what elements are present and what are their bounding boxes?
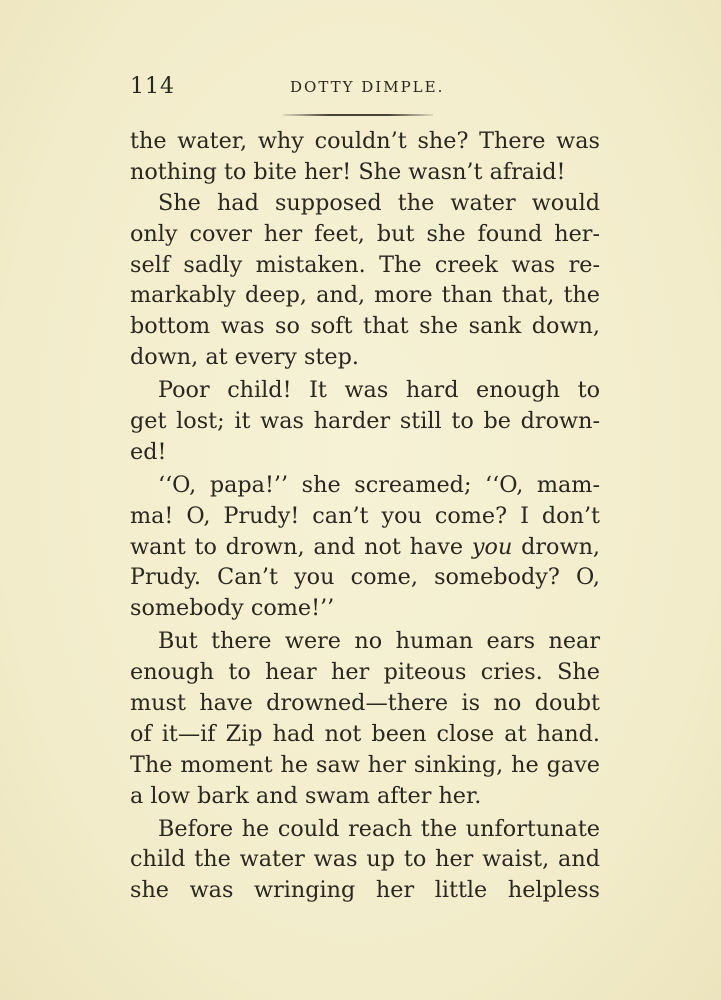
text-line: of it—if Zip had not been close at hand. [130, 720, 600, 747]
text-line: child the water was up to her waist, and [130, 846, 600, 873]
text-line: down, at every step. [130, 344, 359, 371]
text-line: Prudy. Can’t you come, somebody? O, [130, 564, 600, 591]
text-line [130, 532, 600, 563]
text-line: Poor child! It was hard enough to [158, 377, 600, 404]
text-line: ‘‘O, papa!’’ she screamed; ‘‘O, mam- [158, 471, 600, 498]
text-line: ed! [130, 438, 167, 465]
body-text [130, 126, 600, 906]
running-title: DOTTY DIMPLE. [290, 78, 445, 96]
text-line: Before he could reach the unfortunate [158, 815, 600, 842]
header-rule [283, 114, 433, 116]
text-line: ma! O, Prudy! can’t you come? I don’t [130, 502, 600, 529]
text-line: self sadly mistaken. The creek was re- [130, 251, 600, 278]
text-line: somebody come!’’ [130, 595, 335, 622]
page-number: 114 [130, 74, 175, 99]
emphasized-word: you [471, 533, 513, 560]
text-line: She had supposed the water would [158, 189, 600, 216]
text-line: she was wringing her little helpless [130, 877, 600, 904]
text-line: only cover her feet, but she found her- [130, 220, 600, 247]
text-line: nothing to bite her! She wasn’t afraid! [130, 158, 566, 185]
text-fragment: drown, [521, 533, 601, 560]
text-line: must have drowned—there is no doubt [130, 690, 600, 717]
text-line: bottom was so soft that she sank down, [130, 313, 600, 340]
page-header [130, 74, 600, 102]
text-line: the water, why couldn’t she? There was [130, 128, 600, 154]
text-fragment: want to drown, and not have [130, 533, 464, 560]
text-line: But there were no human ears near [158, 628, 600, 655]
text-line: enough to hear her piteous cries. She [130, 659, 600, 686]
text-line: markably deep, and, more than that, the [130, 282, 600, 309]
text-line: The moment he saw her sinking, he gave [130, 751, 600, 778]
text-line: get lost; it was harder still to be drown- [130, 408, 600, 435]
text-line: a low bark and swam after her. [130, 782, 482, 809]
